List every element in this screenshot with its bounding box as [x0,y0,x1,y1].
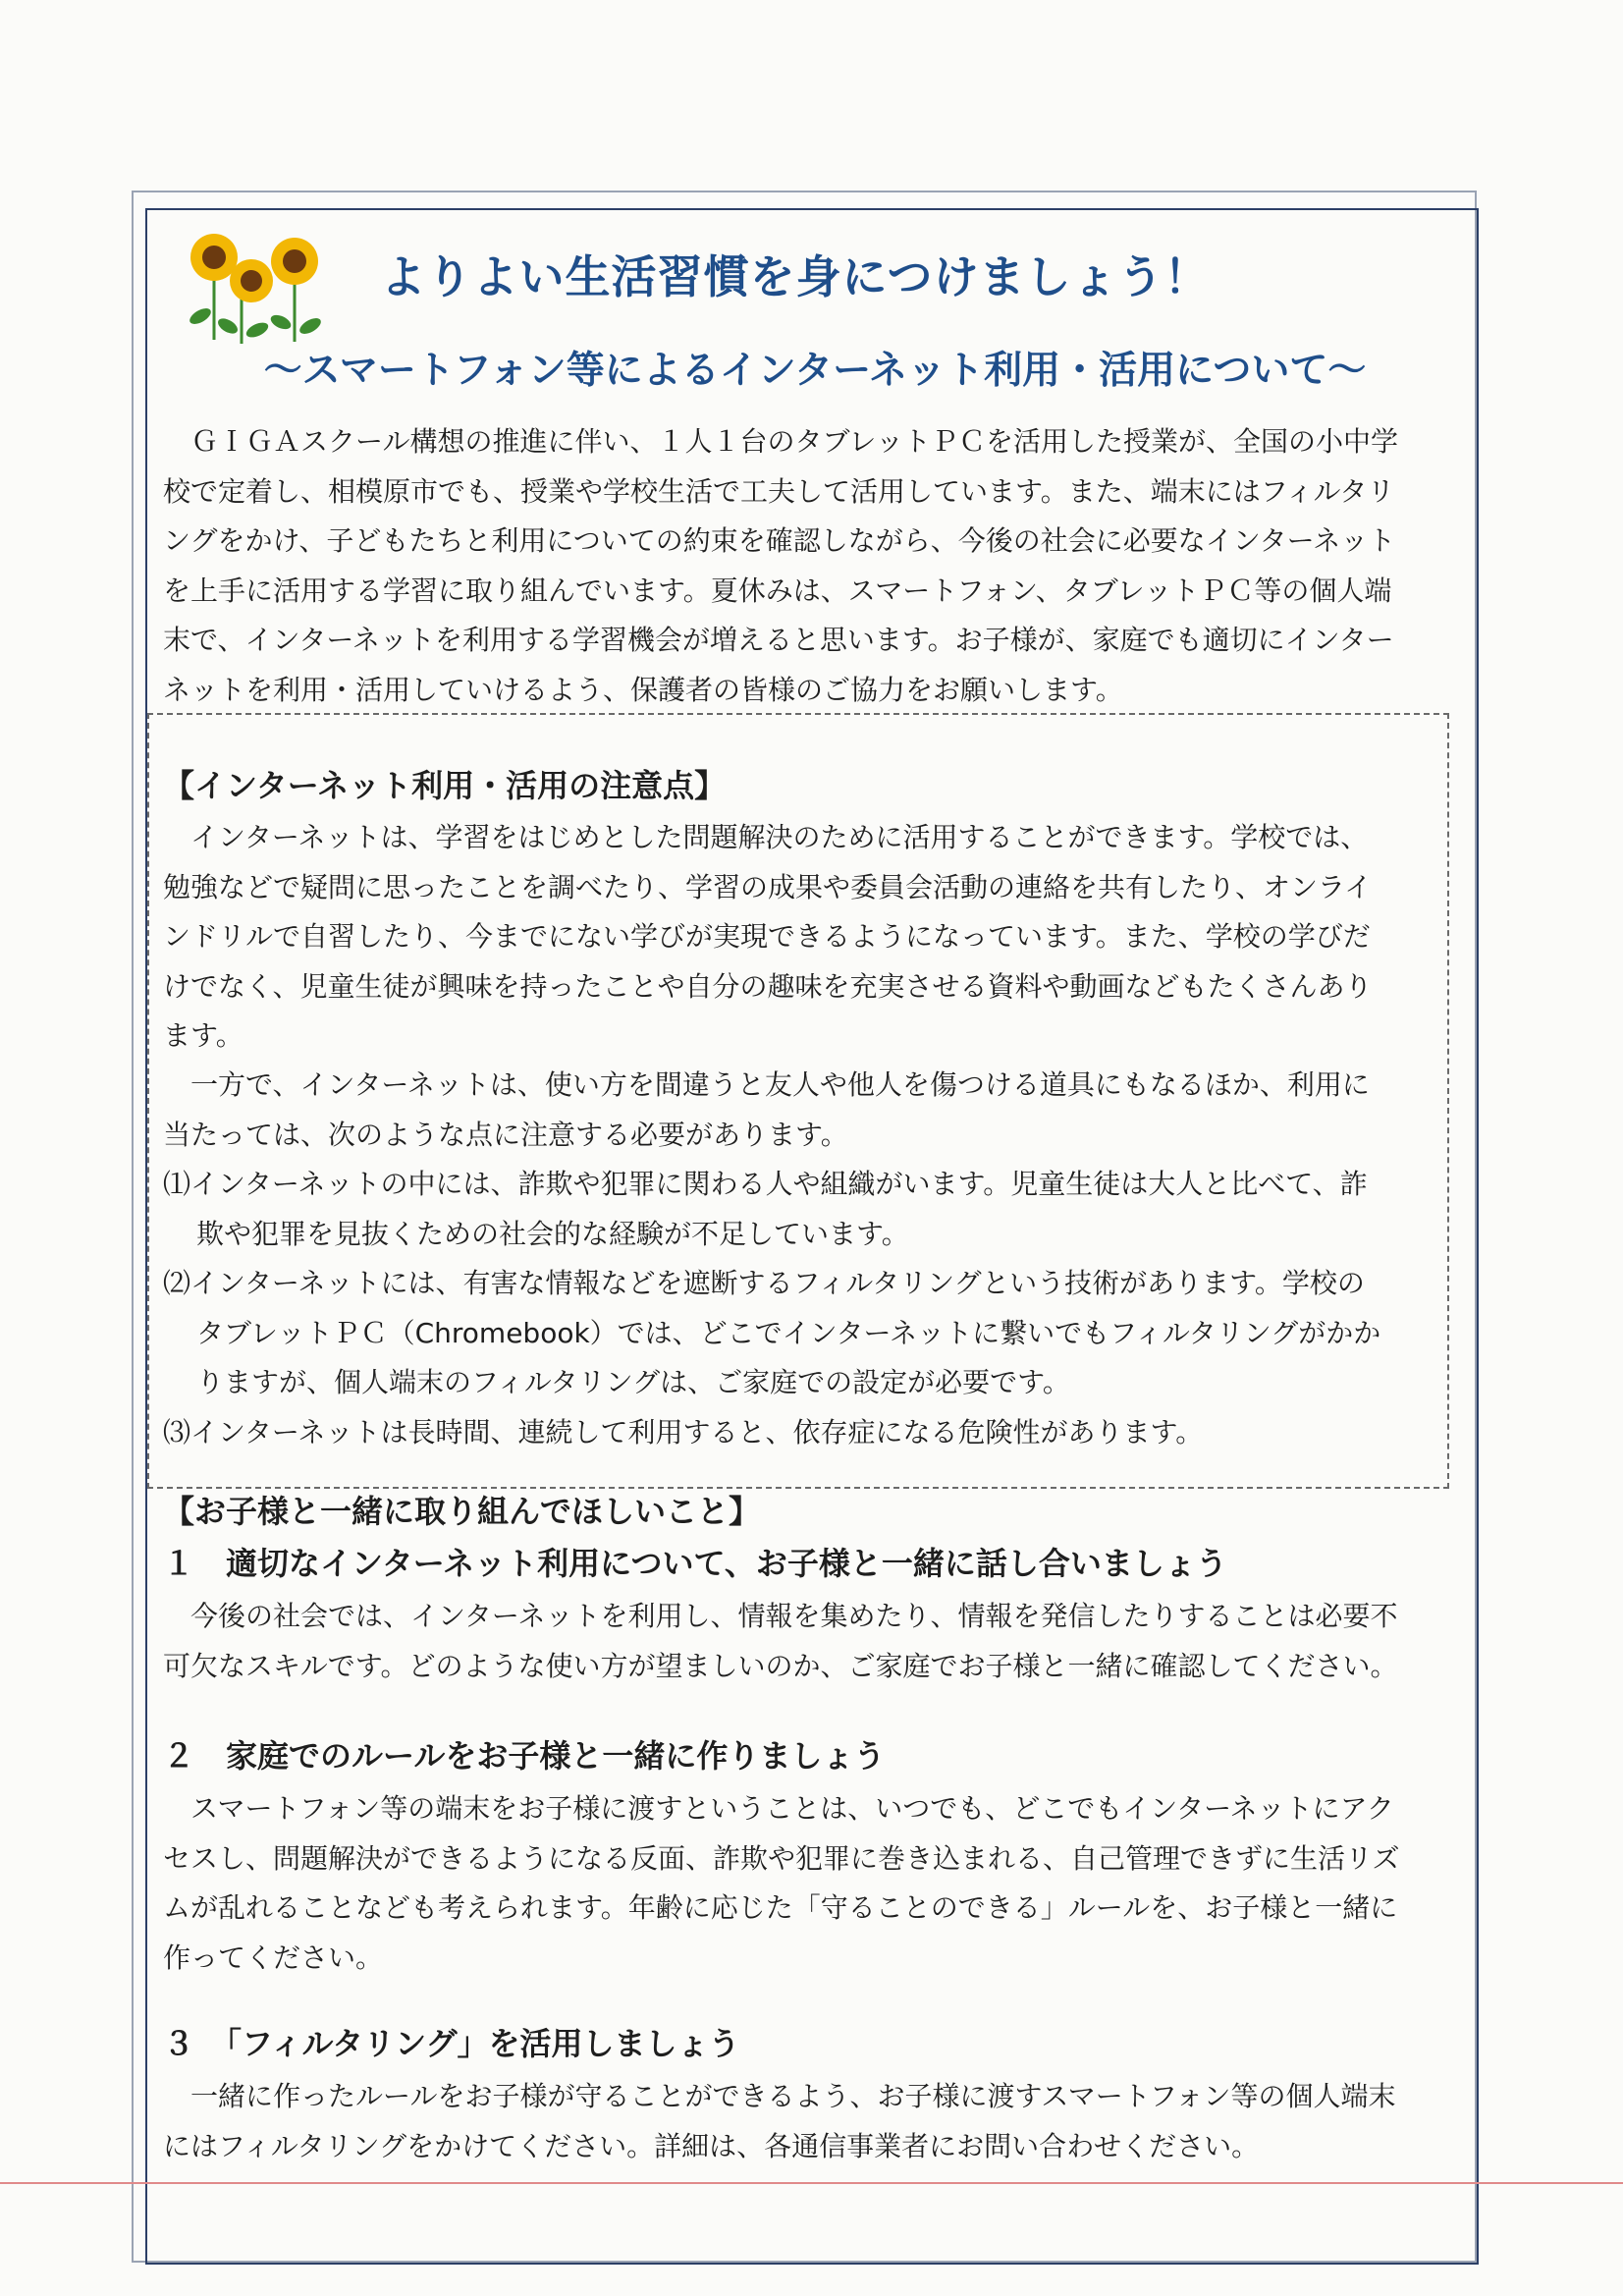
intro-paragraph: ＧＩＧＡスクール構想の推進に伴い、１人１台のタブレットＰＣを活用した授業が、全国の小中学 校で定着し、相模原市でも、授業や学校生活で工夫して活用しています。また、端末にはフィルタリ ングをかけ、子どもたちと利用についての約束を確認しながら、今後の社会に必要なインターネット を上手に活用する学習に取り組んでいます。夏休みは、スマートフォン、タブレットＰＣ等の個人端 末で、インターネットを利用する学習機会が増えると思います。お子様が、家庭でも適切にインター ネットを利用・活用していけるよう、保護者の皆様のご協力をお願いします。 [163,425,1399,706]
list-item: ⑴インターネットの中には、詐欺や犯罪に関わる人や組織がいます。児童生徒は大人と比べて、詐 欺や犯罪を見抜くための社会的な経験が不足しています。 [163,1168,1368,1250]
caution-list [163,1160,1459,1457]
sunflower-icon [230,259,273,302]
caution-paragraph: インターネットは、学習をはじめとした問題解決のために活用することができます。学校では、 勉強などで疑問に思ったことを調べたり、学習の成果や委員会活動の連絡を共有したり、オンライ ンドリルで自習したり、今までにない学びが実現できるようになっています。また、学校の学びだ けでなく、児童生徒が興味を持ったことや自分の趣味を充実させる資料や動画などもたくさんあり ます。 [163,821,1373,1052]
section-heading: １ 適切なインターネット利用について、お子様と一緒に話し合いましょう [163,1545,1227,1582]
caution-paragraph: 一方で、インターネットは、使い方を間違うと友人や他人を傷つける道具にもなるほか、利用に 当たっては、次のような点に注意する必要があります。 [163,1068,1370,1151]
section-body: スマートフォン等の端末をお子様に渡すということは、いつでも、どこでもインターネットにアク セスし、問題解決ができるようになる反面、詐欺や犯罪に巻き込まれる、自己管理できずに生活リズ ムが乱れることなども考えられます。年齢に応じた「守ることのできる」ルールを、お子様と一緒に 作ってください。 [163,1792,1400,1974]
section-body: 一緒に作ったルールをお子様が守ることができるよう、お子様に渡すスマートフォン等の個人端末 にはフィルタリングをかけてください。詳細は、各通信事業者にお問い合わせください。 [163,2080,1396,2162]
sunflower-icon [190,234,238,281]
page-title: よりよい生活習慣を身につけましょう！ [380,250,1211,303]
section-body: 今後の社会では、インターネットを利用し、情報を集めたり、情報を発信したりすることは必要不 可欠なスキルです。どのような使い方が望ましいのか、ご家庭でお子様と一緒に確認してください。 [163,1600,1398,1682]
section-heading: ２ 家庭でのルールをお子様と一緒に作りましょう [163,1737,886,1775]
red-guide-line [0,2182,1623,2184]
section-heading: ３ 「フィルタリング」を活用しましょう [163,2025,740,2062]
sunflower-icon [271,238,318,285]
caution-heading: 【インターネット利用・活用の注意点】 [163,767,727,804]
together-heading: 【お子様と一緒に取り組んでほしいこと】 [163,1493,761,1530]
page-subtitle: ～スマートフォン等によるインターネット利用・活用について～ [263,349,1367,393]
list-item: ⑶インターネットは長時間、連続して利用すると、依存症になる危険性があります。 [163,1415,1204,1449]
sunflowers-illustration [185,220,342,348]
list-item: ⑵インターネットには、有害な情報などを遮断するフィルタリングという技術があります。学校の タブレットＰＣ（Chromebook）では、どこでインターネットに繋いでもフィルタリングがかか りますが、個人端末のフィルタリングは、ご家庭での設定が必要です。 [163,1267,1381,1398]
